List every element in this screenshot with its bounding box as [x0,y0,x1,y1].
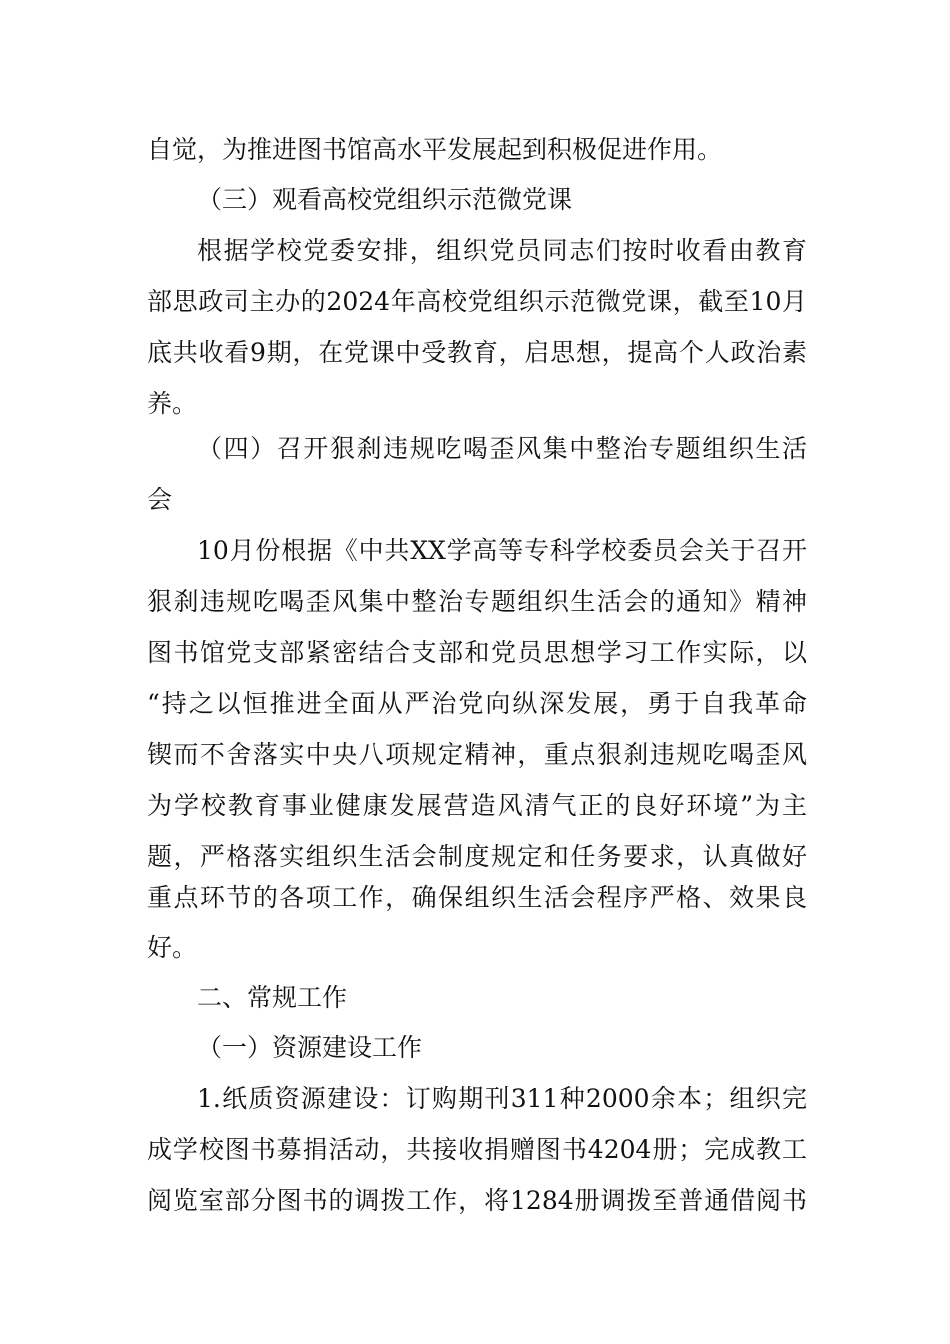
paragraph-line: “持之以恒推进全面从严治党向纵深发展，勇于自我革命 [147,689,807,718]
paragraph-line: 自觉，为推进图书馆高水平发展起到积极促进作用。 [147,135,723,164]
section-heading: （四）召开狠刹违规吃喝歪风集中整治专题组织生活 [197,434,807,463]
section-heading: （一）资源建设工作 [197,1033,423,1062]
paragraph-line: 底共收看9期，在党课中受教育，启思想，提高个人政治素 [147,338,807,367]
paragraph-line: 部思政司主办的2024年高校党组织示范微党课，截至10月 [147,287,807,316]
paragraph-line: 根据学校党委安排，组织党员同志们按时收看由教育 [197,236,807,265]
paragraph-line: 重点环节的各项工作，确保组织生活会程序严格、效果良 [147,883,807,912]
paragraph-line: 阅览室部分图书的调拨工作，将1284册调拨至普通借阅书 [147,1186,807,1215]
paragraph-line: 10月份根据《中共XX学高等专科学校委员会关于召开 [197,536,807,565]
paragraph-line: 好。 [147,933,198,962]
section-heading: 会 [147,485,173,514]
paragraph-line: 锲而不舍落实中央八项规定精神，重点狠刹违规吃喝歪风 [147,740,807,769]
paragraph-line: 狠刹违规吃喝歪风集中整治专题组织生活会的通知》精神 [147,587,807,616]
section-heading: （三）观看高校党组织示范微党课 [197,185,573,214]
paragraph-line: 成学校图书募捐活动，共接收捐赠图书4204册；完成教工 [147,1135,807,1164]
paragraph-line: 图书馆党支部紧密结合支部和党员思想学习工作实际，以 [147,638,807,667]
paragraph-line: 题，严格落实组织生活会制度规定和任务要求，认真做好 [147,842,807,871]
section-heading: 二、常规工作 [197,983,348,1012]
paragraph-line: 为学校教育事业健康发展营造风清气正的良好环境”为主 [147,791,807,820]
paragraph-line: 养。 [147,389,198,418]
paragraph-line: 1.纸质资源建设：订购期刊311种2000余本；组织完 [197,1084,807,1113]
